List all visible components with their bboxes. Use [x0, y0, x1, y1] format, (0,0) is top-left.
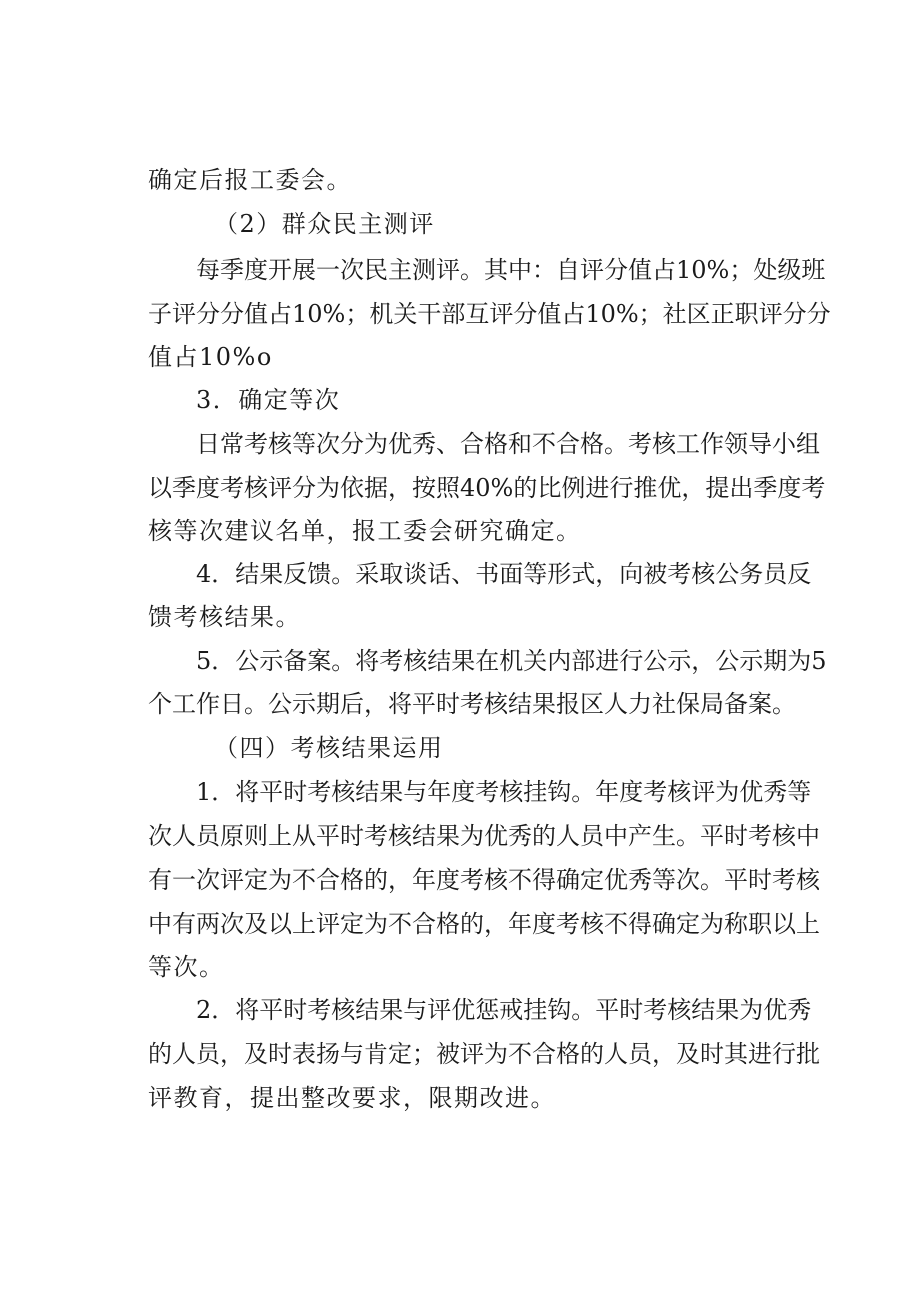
text-line: 1．将平时考核结果与年度考核挂钩。年度考核评为优秀等 — [196, 778, 812, 806]
text-line: 每季度开展一次民主测评。其中：自评分值占10%；处级班 — [196, 256, 826, 284]
text-line: 值占10%o — [148, 343, 273, 371]
text-line: 的人员，及时表扬与肯定；被评为不合格的人员，及时其进行批 — [148, 1040, 820, 1068]
text-line: 中有两次及以上评定为不合格的，年度考核不得确定为称职以上 — [148, 910, 820, 938]
text-line: 次人员原则上从平时考核结果为优秀的人员中产生。平时考核中 — [148, 822, 820, 850]
subsection-heading: （2）群众民主测评 — [214, 210, 435, 238]
text-line: 确定后报工委会。 — [148, 166, 352, 194]
text-line: 馈考核结果。 — [148, 603, 301, 631]
section-heading: （四）考核结果运用 — [214, 734, 444, 762]
text-line: 有一次评定为不合格的，年度考核不得确定优秀等次。平时考核 — [148, 866, 820, 894]
text-line: 5．公示备案。将考核结果在机关内部进行公示，公示期为5 — [196, 647, 827, 675]
text-line: 评教育，提出整改要求，限期改进。 — [148, 1084, 556, 1112]
text-line: 等次。 — [148, 953, 225, 981]
text-line: 4．结果反馈。采取谈话、书面等形式，向被考核公务员反 — [196, 560, 812, 588]
text-line: 以季度考核评分为依据，按照40%的比例进行推优，提出季度考 — [148, 474, 826, 502]
subsection-heading: 3．确定等次 — [196, 386, 341, 414]
text-line: 日常考核等次分为优秀、合格和不合格。考核工作领导小组 — [196, 430, 820, 458]
text-line: 个工作日。公示期后，将平时考核结果报区人力社保局备案。 — [148, 690, 796, 718]
text-line: 2．将平时考核结果与评优惩戒挂钩。平时考核结果为优秀 — [196, 996, 812, 1024]
text-line: 子评分分值占10%；机关干部互评分值占10%；社区正职评分分 — [148, 300, 831, 328]
text-line: 核等次建议名单，报工委会研究确定。 — [148, 517, 582, 545]
